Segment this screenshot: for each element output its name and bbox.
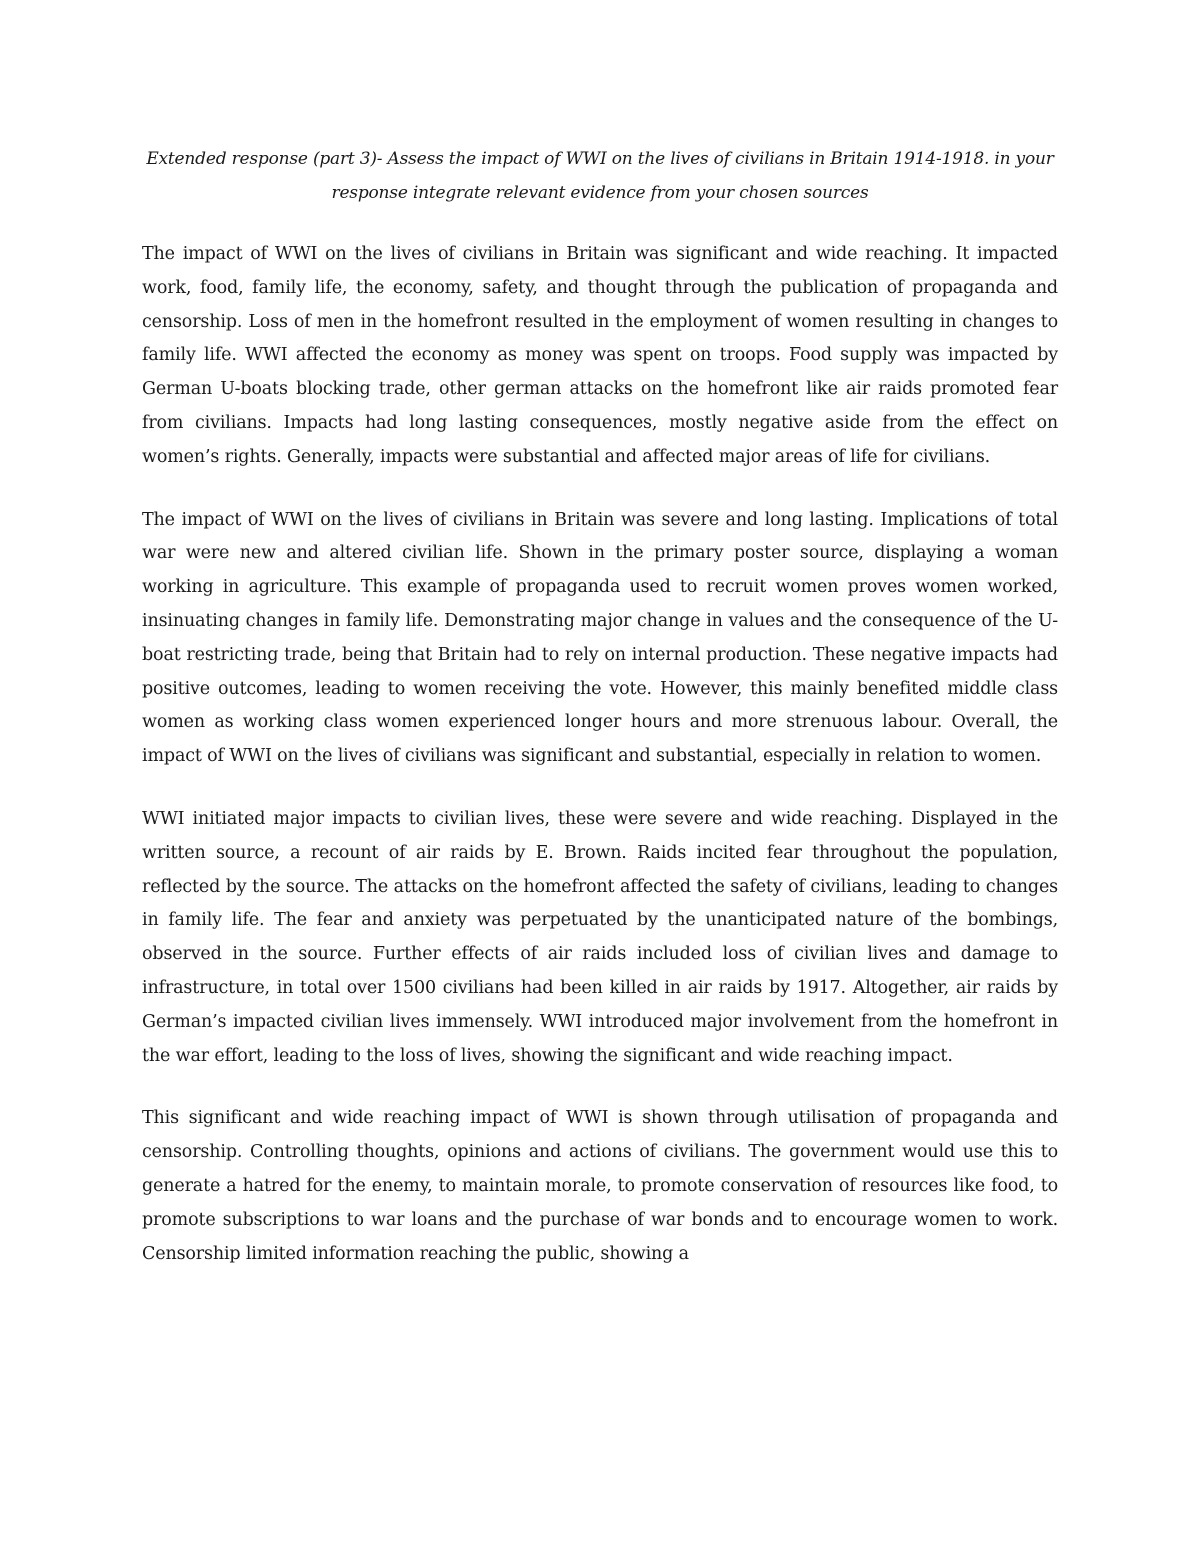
document-title: Extended response (part 3)- Assess the impact of WWI on the lives of civilians in Britain 1914-1918. in your response integrate relevant evidence from your chosen sources <box>146 149 1054 203</box>
paragraph-propaganda: This significant and wide reaching impact of WWI is shown through utilisation of propaganda and censorship. Controlling thoughts, opinions and actions of civilians. The government would use this to generate a hatred for the enemy, to maintain morale, to promote conservation of resources like food, to promote subscriptions to war loans and the purchase of war bonds and to encourage women to work. Censorship limited information reaching the public, showing a <box>142 1108 1058 1264</box>
document-body <box>142 142 1058 1271</box>
paragraph-introduction: The impact of WWI on the lives of civilians in Britain was significant and wide reaching. It impacted work, food, family life, the economy, safety, and thought through the publication of propaganda and censorship. Loss of men in the homefront resulted in the employment of women resulting in changes to family life. WWI affected the economy as money was spent on troops. Food supply was impacted by German U-boats blocking trade, other german attacks on the homefront like air raids promoted fear from civilians. Impacts had long lasting consequences, mostly negative aside from the effect on women’s rights. Generally, impacts were substantial and affected major areas of life for civilians. <box>142 244 1058 467</box>
paragraph-women-impact: The impact of WWI on the lives of civilians in Britain was severe and long lasting. Implications of total war were new and altered civilian life. Shown in the primary poster source, displaying a woman working in agriculture. This example of propaganda used to recruit women proves women worked, insinuating changes in family life. Demonstrating major change in values and the consequence of the U-boat restricting trade, being that Britain had to rely on internal production. These negative impacts had positive outcomes, leading to women receiving the vote. However, this mainly benefited middle class women as working class women experienced longer hours and more strenuous labour. Overall, the impact of WWI on the lives of civilians was significant and substantial, especially in relation to women. <box>142 509 1058 767</box>
paragraph-air-raids: WWI initiated major impacts to civilian lives, these were severe and wide reaching. Displayed in the written source, a recount of air raids by E. Brown. Raids incited fear throughout the population, reflected by the source. The attacks on the homefront affected the safety of civilians, leading to changes in family life. The fear and anxiety was perpetuated by the unanticipated nature of the bombings, observed in the source. Further effects of air raids included loss of civilian lives and damage to infrastructure, in total over 1500 civilians had been killed in air raids by 1917. Altogether, air raids by German’s impacted civilian lives immensely. WWI introduced major involvement from the homefront in the war effort, leading to the loss of lives, showing the significant and wide reaching impact. <box>142 808 1058 1066</box>
